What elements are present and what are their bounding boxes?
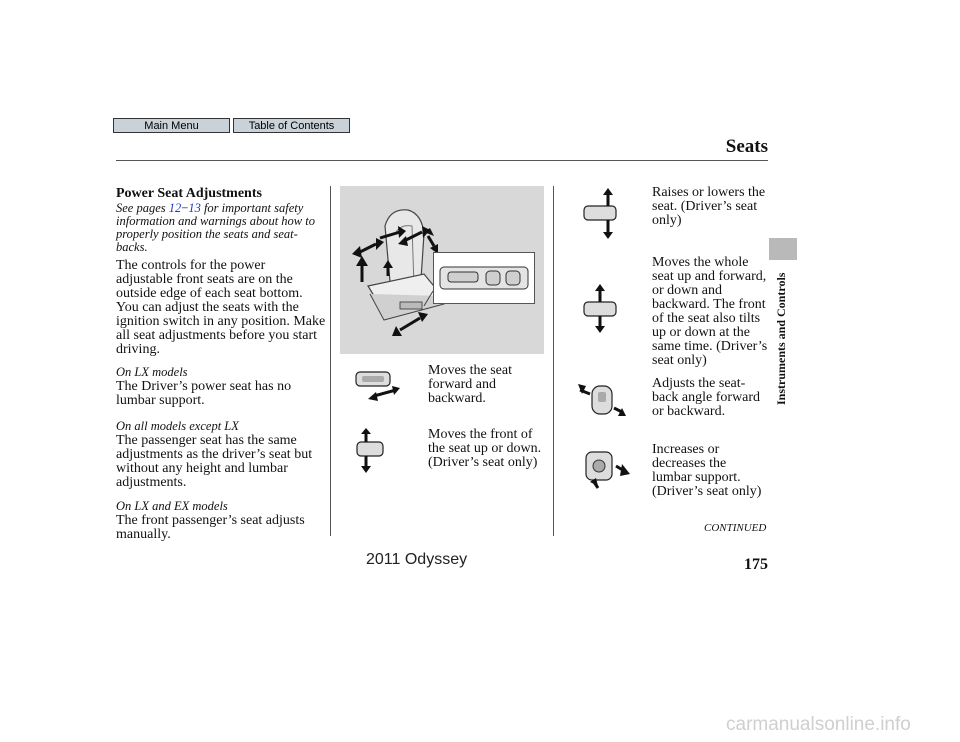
page-range-dash: − [181, 201, 189, 215]
column-divider-left [330, 186, 331, 536]
seatback-caption: Adjusts the seat- back angle forward or backward. [652, 376, 761, 419]
page-link-12[interactable]: 12 [168, 201, 182, 215]
table-of-contents-button[interactable]: Table of Contents [233, 118, 350, 133]
watermark: carmanualsonline.info [726, 714, 911, 735]
whole-seat-switch-icon [580, 284, 620, 334]
vehicle-model-label: 2011 Odyssey [366, 551, 468, 568]
forward-backward-switch-icon [354, 366, 414, 406]
page-link-13[interactable]: 13 [188, 201, 201, 215]
front-up-down-switch-icon [356, 428, 386, 474]
lx-ex-text: The front passenger’s seat adjusts manually. [116, 513, 305, 542]
main-menu-button[interactable]: Main Menu [113, 118, 230, 133]
page-number: 175 [744, 556, 768, 573]
page-title: Seats [725, 136, 768, 157]
lx-ex-label: On LX and EX models [116, 499, 228, 513]
header-rule [116, 160, 768, 161]
continued-label: CONTINUED [704, 522, 767, 534]
intro-paragraph: The controls for the power adjustable front seats are on the outside edge of each seat bottom. You can adjust the seats with the ignition switch in any position. Make all seat adjustments before you start driving. [116, 258, 326, 357]
see-pages-rest: information and warnings about how to properly position the seats and seat- backs. [116, 214, 315, 254]
front-up-down-caption: Moves the front of the seat up or down. (Driver’s seat only) [428, 427, 542, 470]
seatback-switch-icon [578, 380, 626, 420]
column-divider-right [553, 186, 554, 536]
see-pages-prefix: See pages [116, 201, 169, 215]
see-pages-note [116, 202, 326, 254]
raise-lower-caption: Raises or lowers the seat. (Driver’s seat only) [652, 185, 766, 228]
switch-closeup-inset [433, 252, 535, 304]
whole-seat-caption: Moves the whole seat up and forward, or down and backward. The front of the seat also tilts up or down at the same time. (Driver’s seat only) [652, 255, 768, 368]
lumbar-caption: Increases or decreases the lumbar support. (Driver’s seat only) [652, 442, 762, 499]
section-heading: Power Seat Adjustments [116, 186, 262, 201]
sidebar-section-label: Instruments and Controls [774, 272, 788, 405]
see-pages-line1-rest: for important safety [200, 201, 304, 215]
raise-lower-switch-icon [580, 188, 620, 240]
all-except-lx-label: On all models except LX [116, 419, 239, 433]
lumbar-switch-icon [580, 446, 630, 492]
lx-models-text: The Driver’s power seat has no lumbar support. [116, 379, 292, 408]
forward-backward-caption: Moves the seat forward and backward. [428, 363, 512, 406]
all-except-lx-text: The passenger seat has the same adjustments as the driver’s seat but without any height and lumbar adjustments. [116, 433, 313, 490]
seat-switch-panel-icon [434, 253, 534, 303]
lx-models-label: On LX models [116, 365, 188, 379]
